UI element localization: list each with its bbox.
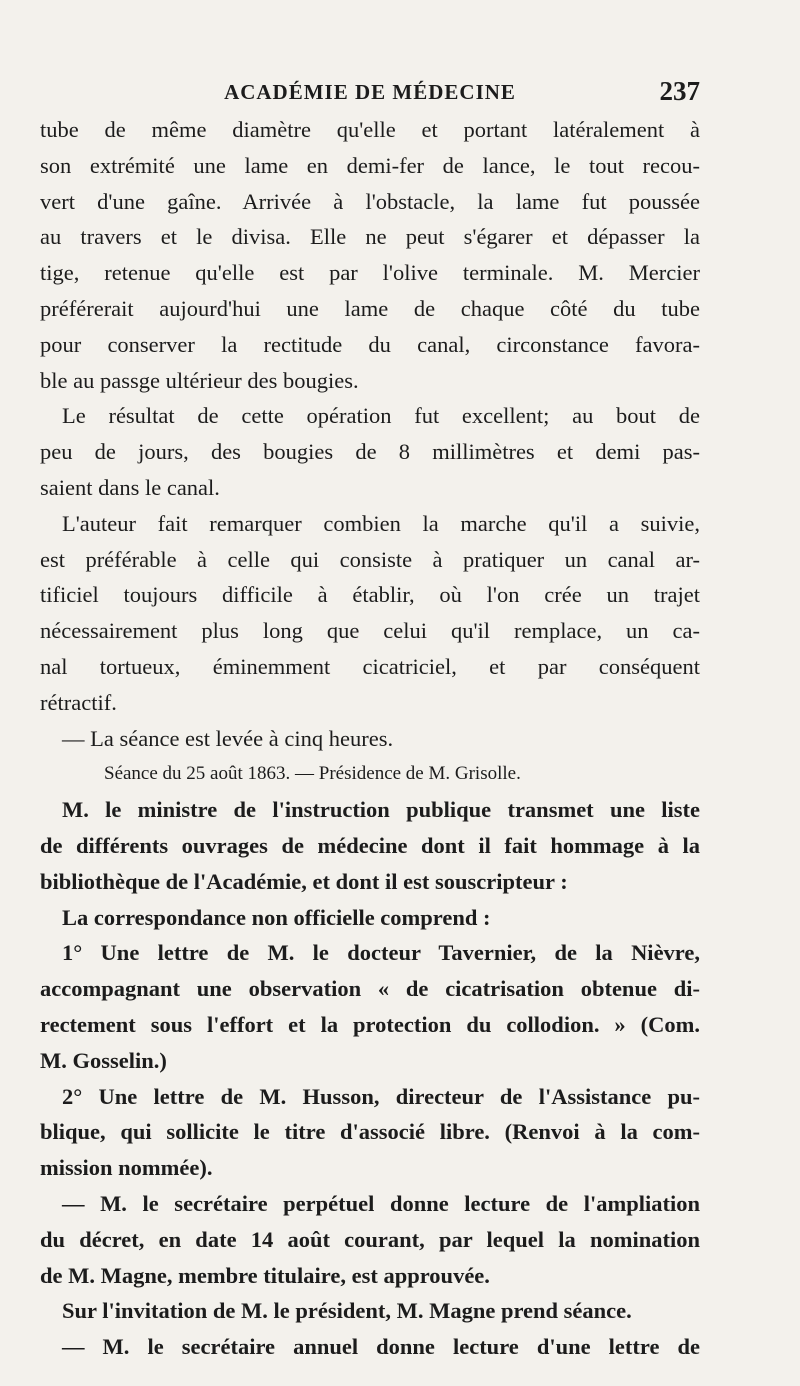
text-line: — M. le secrétaire perpétuel donne lecture de l'ampliation [62,1190,700,1216]
text-line: blique, qui sollicite le titre d'associé libre. (Renvoi à la com- [40,1119,700,1145]
text-line: M. le ministre de l'instruction publique transmet une liste [62,797,700,823]
text-line: ble au passge ultérieur des bougies. [40,367,359,393]
text-line: est préférable à celle qui consiste à pratiquer un canal ar- [40,546,700,572]
page-number: 237 [659,76,700,106]
session-heading: Séance du 25 août 1863. — Présidence de M. Grisolle. [104,763,521,785]
body-text [40,112,700,1365]
text-line: Le résultat de cette opération fut excellent; au bout de [62,403,700,429]
text-line: peu de jours, des bougies de 8 millimètres et demi pas- [40,439,700,465]
text-line: saient dans le canal. [40,474,220,500]
text-line: nécessairement plus long que celui qu'il remplace, un ca- [40,618,700,644]
text-line: 2° Une lettre de M. Husson, directeur de l'Assistance pu- [62,1083,700,1109]
text-line: de M. Magne, membre titulaire, est approuvée. [40,1262,490,1288]
text-line: — La séance est levée à cinq heures. [62,725,394,751]
text-line: accompagnant une observation « de cicatrisation obtenue di- [40,976,700,1002]
text-line: son extrémité une lame en demi-fer de lance, le tout recou- [40,152,700,178]
text-line: nal tortueux, éminemment cicatriciel, et par conséquent [40,653,700,679]
running-head: ACADÉMIE DE MÉDECINE [224,80,516,104]
text-line: de différents ouvrages de médecine dont il fait hommage à la [40,832,700,858]
text-line: du décret, en date 14 août courant, par lequel la nomination [40,1226,700,1252]
text-line: 1° Une lettre de M. le docteur Tavernier, de la Nièvre, [62,940,700,966]
text-line: — M. le secrétaire annuel donne lecture d'une lettre de [62,1334,700,1360]
page-header [40,76,700,108]
text-line: rétractif. [40,689,117,715]
text-line: préférerait aujourd'hui une lame de chaque côté du tube [40,295,700,321]
text-line: tube de même diamètre qu'elle et portant latéralement à [40,117,700,142]
text-line: M. Gosselin.) [40,1047,167,1073]
text-line: rectement sous l'effort et la protection du collodion. » (Com. [40,1011,700,1037]
text-line: vert d'une gaîne. Arrivée à l'obstacle, la lame fut poussée [40,188,700,214]
text-line: tificiel toujours difficile à établir, où l'on crée un trajet [40,582,700,608]
text-line: pour conserver la rectitude du canal, circonstance favora- [40,331,700,357]
text-line: La correspondance non officielle comprend : [62,904,491,930]
text-line: bibliothèque de l'Académie, et dont il est souscripteur : [40,868,568,894]
text-line: mission nommée). [40,1155,213,1181]
text-line: tige, retenue qu'elle est par l'olive terminale. M. Mercier [40,260,700,286]
text-line: au travers et le divisa. Elle ne peut s'égarer et dépasser la [40,224,700,250]
text-line: L'auteur fait remarquer combien la marche qu'il a suivie, [62,510,700,536]
text-line: Sur l'invitation de M. le président, M. Magne prend séance. [62,1298,632,1324]
